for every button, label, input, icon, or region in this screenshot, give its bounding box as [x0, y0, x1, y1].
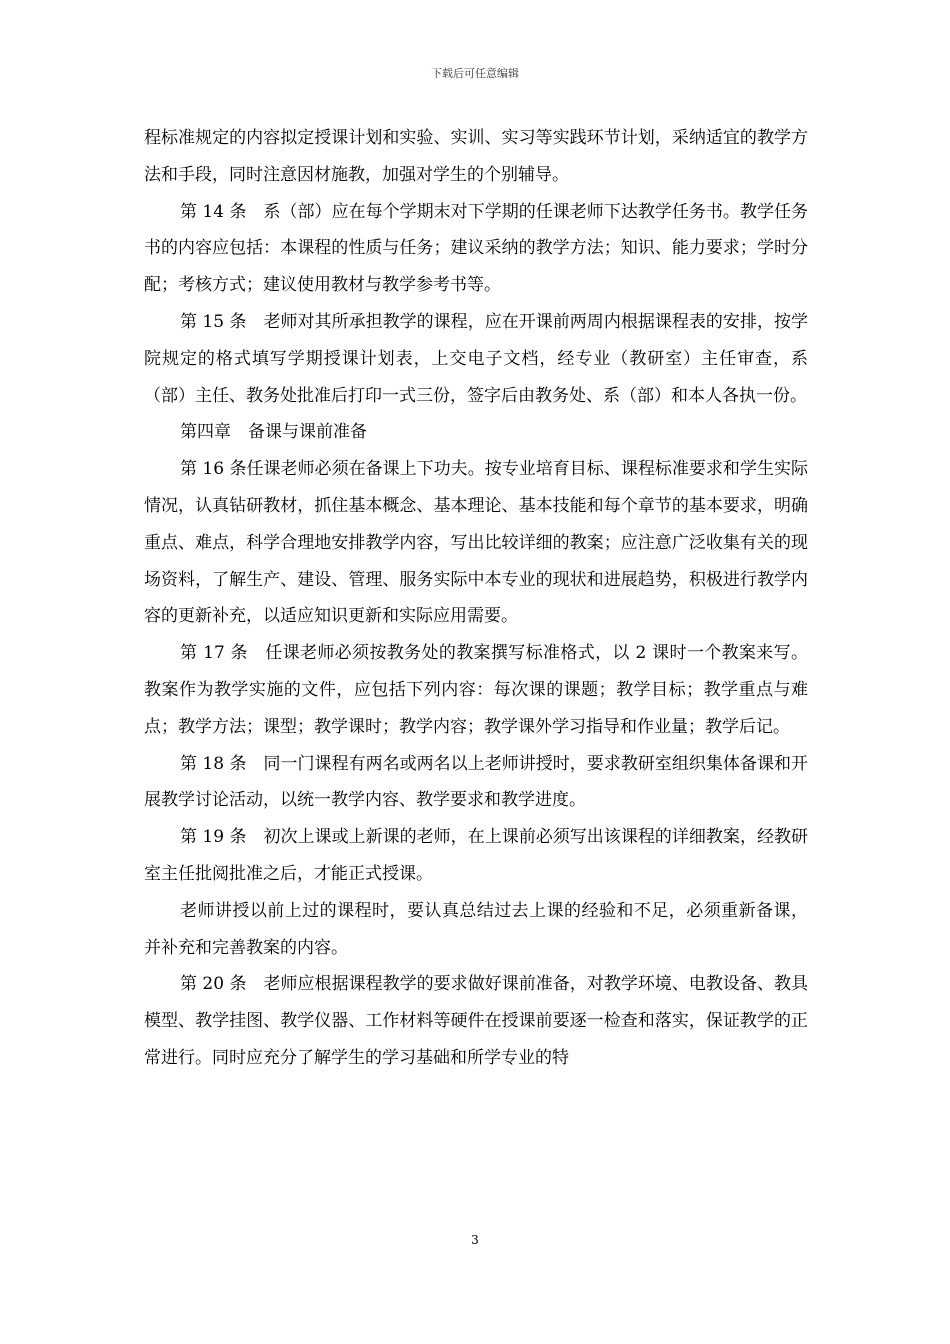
document-body	[144, 120, 808, 1077]
paragraph: 程标准规定的内容拟定授课计划和实验、实训、实习等实践环节计划，采纳适宜的教学方法和手段，同时注意因材施教，加强对学生的个别辅导。	[144, 128, 808, 185]
paragraph-article-18: 第 18 条 同一门课程有两名或两名以上老师讲授时，要求教研室组织集体备课和开展教学讨论活动，以统一教学内容、教学要求和教学进度。	[144, 753, 808, 811]
paragraph-article-16: 第 16 条任课老师必须在备课上下功夫。按专业培育目标、课程标准要求和学生实际情况，认真钻研教材，抓住基本概念、基本理论、基本技能和每个章节的基本要求，明确重点、难点，科学合理地安排教学内容，写出比较详细的教案；应注意广泛收集有关的现场资料，了解生产、建设、管理、服务实际中本专业的现状和进展趋势，积极进行教学内容的更新补充，以适应知识更新和实际应用需要。	[144, 459, 808, 627]
page-number: 3	[471, 1233, 479, 1247]
paragraph: 老师讲授以前上过的课程时，要认真总结过去上课的经验和不足，必须重新备课，并补充和完善教案的内容。	[144, 900, 808, 958]
paragraph-article-17: 第 17 条 任课老师必须按教务处的教案撰写标准格式，以 2 课时一个教案来写。教案作为教学实施的文件，应包括下列内容：每次课的课题；教学目标；教学重点与难点；教学方法；课型；教学课时；教学内容；教学课外学习指导和作业量；教学后记。	[144, 643, 808, 737]
paragraph-article-15: 第 15 条 老师对其所承担教学的课程，应在开课前两周内根据课程表的安排，按学院规定的格式填写学期授课计划表，上交电子文档，经专业（教研室）主任审查，系（部）主任、教务处批准后打印一式三份，签字后由教务处、系（部）和本人各执一份。	[144, 311, 808, 406]
paragraph-article-20: 第 20 条 老师应根据课程教学的要求做好课前准备，对教学环境、电教设备、教具模型、教学挂图、教学仪器、工作材料等硬件在授课前要逐一检查和落实，保证教学的正常进行。同时应充分了解学生的学习基础和所学专业的特	[144, 974, 808, 1068]
page-header: 下载后可任意编辑	[431, 67, 519, 80]
paragraph-article-19: 第 19 条 初次上课或上新课的老师，在上课前必须写出该课程的详细教案，经教研室主任批阅批准之后，才能正式授课。	[144, 827, 808, 884]
chapter-heading: 第四章 备课与课前准备	[180, 422, 367, 443]
paragraph-article-14: 第 14 条 系（部）应在每个学期末对下学期的任课老师下达教学任务书。教学任务书的内容应包括：本课程的性质与任务；建议采纳的教学方法；知识、能力要求；学时分配；考核方式；建议使用教材与教学参考书等。	[144, 201, 808, 296]
